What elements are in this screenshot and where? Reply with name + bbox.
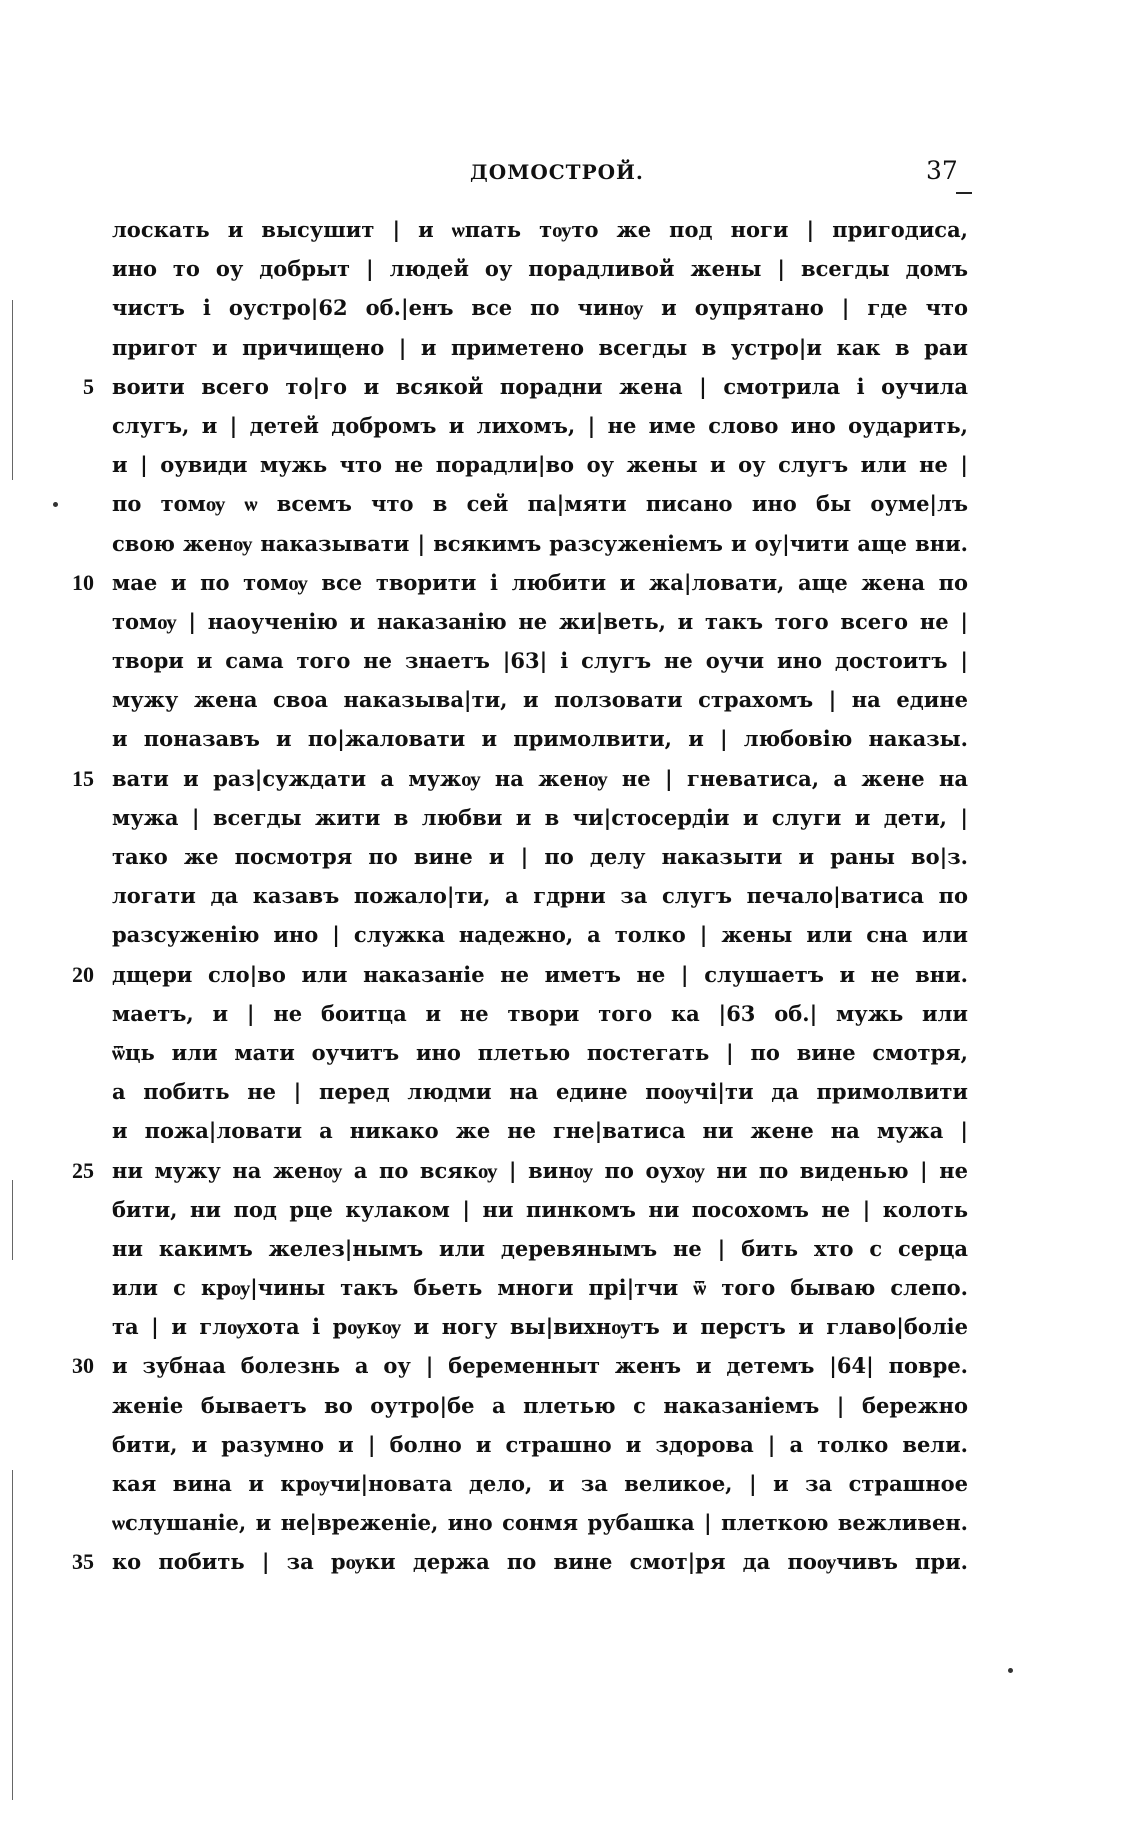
line-text: ѡслушаніе, и не|вреженіе, ино сонмя рубашка | плеткою вежливен. <box>112 1510 968 1536</box>
line-text: тако же посмотря по вине и | по делу наказыти и раны во|з. <box>112 844 968 869</box>
line-number: 30 <box>72 1353 94 1379</box>
line-text: ко побить | за рѹки держа по вине смот|ря да поѹчивъ при. <box>112 1549 968 1575</box>
text-line <box>0 759 1140 798</box>
line-number: 20 <box>72 961 94 987</box>
text-line <box>0 1190 1140 1229</box>
line-text: чистъ і оустро|62 об.|енъ все по чинѹ и оупрятано | где что <box>112 295 968 321</box>
text-line <box>0 1503 1140 1542</box>
line-text: мае и по томѹ все творити і любити и жа|ловати, аще жена по <box>112 569 968 595</box>
line-text: твори и сама того не знаетъ |63| і слугъ не оучи ино достоитъ | <box>112 648 968 674</box>
line-text: слугъ, и | детей добромъ и лихомъ, | не име слово ино оударить, <box>112 412 968 438</box>
line-text: и пожа|ловати а никако же не гне|ватиса ни жене на мужа | <box>112 1118 968 1144</box>
line-text: бити, ни под рце кулаком | ни пинкомъ ни посохомъ не | колоть <box>112 1196 968 1222</box>
text-line <box>0 524 1140 563</box>
line-text: ино то оу добрыт | людей оу порадливой жены | всегды домъ <box>112 256 968 282</box>
line-text: мужу жена своа наказыва|ти, и ползовати страхомъ | на едине <box>112 687 968 713</box>
line-number: 5 <box>83 373 94 399</box>
line-number: 10 <box>72 569 94 595</box>
line-number: 15 <box>72 765 94 791</box>
line-text: женіе бываетъ во оутро|бе а плетью с наказаніемъ | бережно <box>112 1392 968 1418</box>
line-text: ни какимъ желез|нымъ или деревянымъ не | бить хто с серца <box>112 1235 968 1261</box>
line-text: вати и раз|суждати а мужѹ на женѹ не | гневатиса, а жене на <box>112 765 968 791</box>
line-text: воити всего то|го и всякой порадни жена | смотрила і оучила <box>112 373 968 399</box>
page-number: 37 <box>926 156 958 185</box>
line-text: и поназавъ и по|жаловати и примолвити, и | любовію наказы. <box>112 726 968 752</box>
line-text: и зубнаа болезнь а оу | беременныт женъ и детемъ |64| повре. <box>112 1353 968 1379</box>
text-line <box>0 563 1140 602</box>
line-text: логати да казавъ пожало|ти, а гдрни за слугъ печало|ватиса по <box>112 883 968 909</box>
text-line <box>0 680 1140 719</box>
line-text: по томѹ ѡ всемъ что в сей па|мяти писано ино бы оуме|лъ <box>112 491 968 517</box>
text-line <box>0 406 1140 445</box>
text-line <box>0 328 1140 367</box>
text-line <box>0 1033 1140 1072</box>
line-text: дщери сло|во или наказаніе не иметъ не | слушаетъ и не вни. <box>112 961 968 987</box>
line-text: пригот и причищено | и приметено всегды в устро|и как в раи <box>112 334 968 360</box>
line-number: 35 <box>72 1549 94 1575</box>
margin-dot <box>1008 1668 1013 1673</box>
line-text: свою женѹ наказывати | всякимъ разсуженіемъ и оу|чити аще вни. <box>112 530 968 556</box>
text-line <box>0 955 1140 994</box>
text-line <box>0 367 1140 406</box>
line-text: и | оувиди мужь что не порадли|во оу жены и оу слугъ или не | <box>112 452 968 478</box>
running-title: ДОМОСТРОЙ. <box>470 160 644 184</box>
text-line <box>0 1425 1140 1464</box>
text-line <box>0 1229 1140 1268</box>
line-text: а побить не | перед людми на едине поѹчі|ти да примолвити <box>112 1079 968 1105</box>
text-line <box>0 798 1140 837</box>
text-line <box>0 1268 1140 1307</box>
text-body <box>0 210 1140 1582</box>
text-line <box>0 1346 1140 1385</box>
text-line <box>0 210 1140 249</box>
text-line <box>0 1464 1140 1503</box>
text-line <box>0 484 1140 523</box>
text-line <box>0 249 1140 288</box>
line-text: лоскать и высушит | и ѡпать тѹто же под ноги | пригодиса, <box>112 217 968 242</box>
text-line <box>0 1072 1140 1111</box>
text-line <box>0 288 1140 327</box>
line-text: мужа | всегды жити в любви и в чи|стосердіи и слуги и дети, | <box>112 804 968 830</box>
text-line <box>0 1307 1140 1346</box>
line-text: ни мужу на женѹ а по всякѹ | винѹ по оухѹ ни по виденью | не <box>112 1157 968 1183</box>
text-line <box>0 837 1140 876</box>
line-text: кая вина и крѹчи|новата дело, и за великое, | и за страшное <box>112 1471 968 1496</box>
line-text: ѿць или мати оучитъ ино плетью постегать | по вине смотря, <box>112 1039 968 1065</box>
text-line <box>0 1111 1140 1150</box>
text-line <box>0 641 1140 680</box>
text-line <box>0 915 1140 954</box>
line-text: бити, и разумно и | болно и страшно и здорова | а толко вели. <box>112 1431 968 1457</box>
text-line <box>0 994 1140 1033</box>
text-line <box>0 1151 1140 1190</box>
line-text: томѹ | наоученію и наказанію не жи|веть, и такъ того всего не | <box>112 608 968 634</box>
text-line <box>0 602 1140 641</box>
text-line <box>0 719 1140 758</box>
text-line <box>0 445 1140 484</box>
line-text: маетъ, и | не боитца и не твори того ка |63 об.| мужь или <box>112 1000 968 1026</box>
text-line <box>0 1542 1140 1581</box>
header-rule <box>956 192 972 194</box>
line-number: 25 <box>72 1157 94 1183</box>
line-text: та | и глѹхота і рѹкѹ и ногу вы|вихнѹтъ и перстъ и главо|боліе <box>112 1314 968 1340</box>
text-line <box>0 876 1140 915</box>
line-text: разсуженію ино | служка надежно, а толко | жены или сна или <box>112 922 968 948</box>
text-line <box>0 1386 1140 1425</box>
line-text: или с крѹ|чины такъ бьеть многи прі|тчи ѿ того бываю слепо. <box>112 1275 968 1301</box>
